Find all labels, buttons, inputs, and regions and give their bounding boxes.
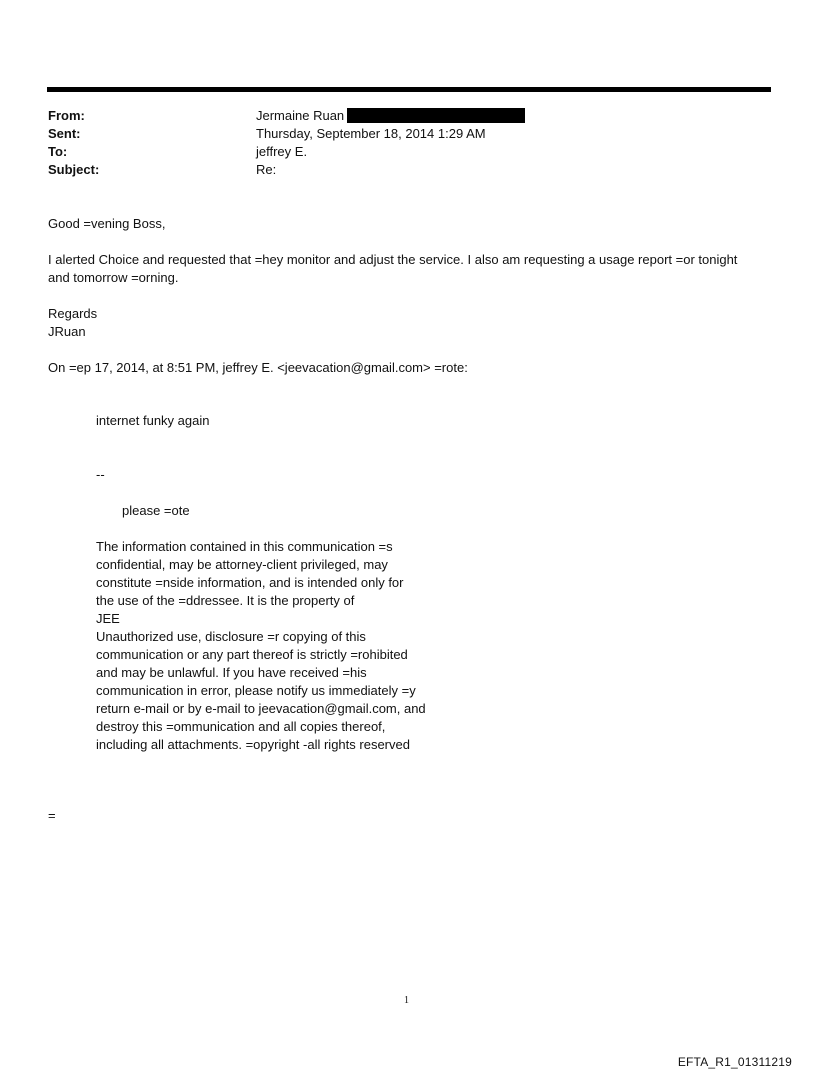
disclaimer-line: JEE — [96, 611, 120, 626]
quoted-note: please =ote — [122, 503, 190, 518]
from-label: From: — [48, 108, 85, 123]
signature-separator: -- — [96, 467, 105, 482]
disclaimer-line: confidential, may be attorney-client privileged, may — [96, 557, 388, 572]
quote-intro: On =ep 17, 2014, at 8:51 PM, jeffrey E. <jeevacation@gmail.com> =rote: — [48, 360, 468, 375]
disclaimer-line: destroy this =ommunication and all copies thereof, — [96, 719, 386, 734]
closing: Regards — [48, 306, 98, 321]
sent-label: Sent: — [48, 126, 81, 141]
disclaimer-line: constitute =nside information, and is intended only for — [96, 575, 404, 590]
disclaimer-line: and may be unlawful. If you have received =his — [96, 665, 367, 680]
greeting: Good =vening Boss, — [48, 216, 166, 231]
document-id: EFTA_R1_01311219 — [677, 1055, 792, 1069]
page-number: 1 — [404, 995, 409, 1006]
sent-value: Thursday, September 18, 2014 1:29 AM — [256, 126, 486, 141]
disclaimer-line: communication or any part thereof is strictly =rohibited — [96, 647, 408, 662]
disclaimer-line: including all attachments. =opyright -all rights reserved — [96, 737, 410, 752]
disclaimer-line: the use of the =ddressee. It is the property of — [96, 593, 355, 608]
disclaimer-line: The information contained in this communication =s — [96, 539, 393, 554]
disclaimer-line: communication in error, please notify us immediately =y — [96, 683, 416, 698]
to-label: To: — [48, 144, 68, 159]
quoted-text: internet funky again — [96, 413, 210, 428]
disclaimer-line: return e-mail or by e-mail to jeevacation@gmail.com, and — [96, 701, 426, 716]
subject-value: Re: — [256, 162, 277, 177]
body-line: and tomorrow =orning. — [48, 270, 179, 285]
disclaimer-line: Unauthorized use, disclosure =r copying of this — [96, 629, 366, 644]
header-rule — [47, 87, 771, 92]
trailer-mark: = — [48, 808, 56, 823]
signature: JRuan — [48, 324, 86, 339]
from-value — [256, 107, 525, 125]
body-line: I alerted Choice and requested that =hey monitor and adjust the service. I also am requesting a usage report =or tonight — [48, 252, 738, 267]
to-value: jeffrey E. — [256, 144, 308, 159]
from-name: Jermaine Ruan — [256, 108, 345, 123]
redaction-box — [347, 108, 525, 123]
subject-label: Subject: — [48, 162, 100, 177]
